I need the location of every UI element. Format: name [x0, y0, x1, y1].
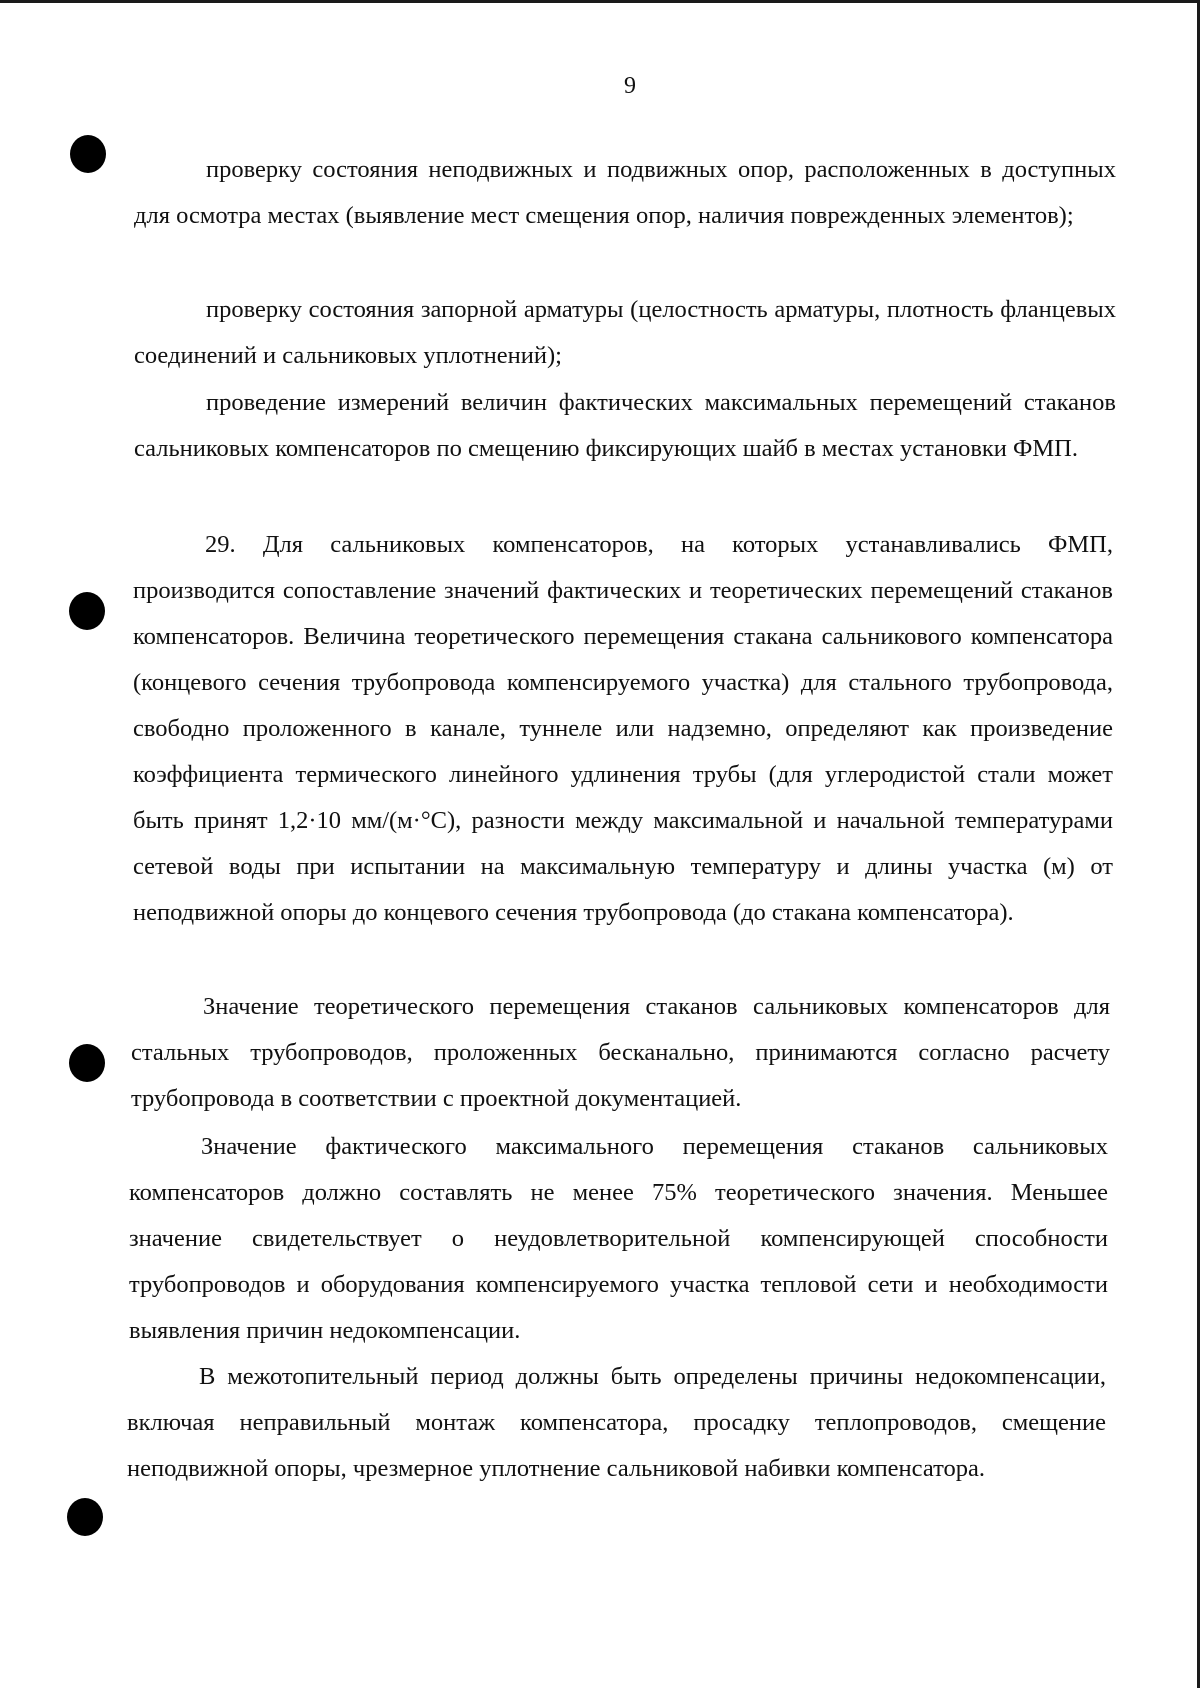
scan-edge-top: [0, 0, 1200, 3]
punch-hole-3: [69, 1044, 105, 1082]
paragraph-7: В межотопительный период должны быть определены причины недокомпенсации, включая неправильный монтаж компенсатора, просадку теплопроводов, смещение неподвижной опоры, чрезмерное уплотнение сальниковой набивки компенсатора.: [127, 1363, 1106, 1482]
paragraph-2: проверку состояния запорной арматуры (целостность арматуры, плотность фланцевых соединений и сальниковых уплотнений);: [134, 296, 1116, 369]
punch-hole-4: [67, 1498, 103, 1536]
paragraph-5: Значение теоретического перемещения стаканов сальниковых компенсаторов для стальных трубопроводов, проложенных бесканально, принимаются согласно расчету трубопровода в соответствии с проектной документацией.: [131, 993, 1110, 1112]
paragraph-1: проверку состояния неподвижных и подвижных опор, расположенных в доступных для осмотра местах (выявление мест смещения опор, наличия поврежденных элементов);: [134, 156, 1116, 229]
punch-hole-2: [69, 592, 105, 630]
paragraph-4: 29. Для сальниковых компенсаторов, на которых устанавливались ФМП, производится сопоставление значений фактических и теоретических перемещений стаканов компенсаторов. Величина теоретического перемещения стакана сальникового компенсатора (концевого сечения трубопровода компенсируемого участка) для стального трубопровода, свободно проложенного в канале, туннеле или надземно, определяют как произведение коэффициента термического линейного удлинения трубы (для углеродистой стали может быть принят 1,2·10 мм/(м·°С), разности между максимальной и начальной температурами сетевой воды при испытании на максимальную температуру и длины участка (м) от неподвижной опоры до концевого сечения трубопровода (до стакана компенсатора).: [133, 531, 1113, 926]
punch-hole-1: [70, 135, 106, 173]
paragraph-3: проведение измерений величин фактических максимальных перемещений стаканов сальниковых компенсаторов по смещению фиксирующих шайб в местах установки ФМП.: [134, 389, 1116, 462]
page-number: 9: [624, 73, 636, 99]
paragraph-6: Значение фактического максимального перемещения стаканов сальниковых компенсаторов должно составлять не менее 75% теоретического значения. Меньшее значение свидетельствует о неудовлетворительной компенсирующей способности трубопроводов и оборудования компенсируемого участка тепловой сети и необходимости выявления причин недокомпенсации.: [129, 1133, 1108, 1344]
